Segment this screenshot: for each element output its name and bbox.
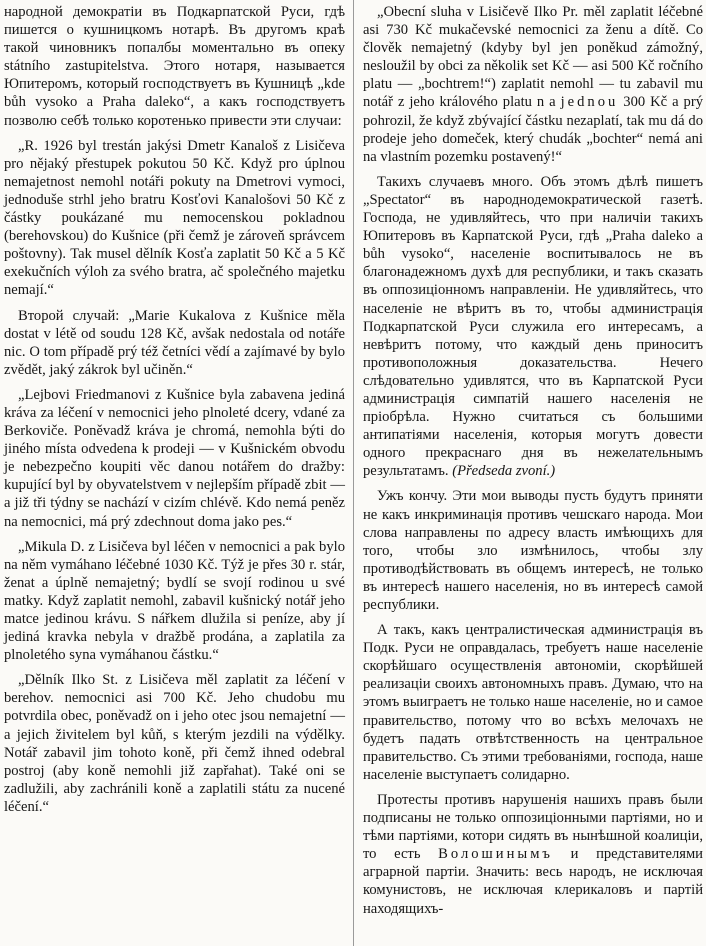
right-text-column: [363, 3, 703, 918]
text-run: „Lejbovi Friedmanovi z Kušnice byla zabavena jediná kráva za léčení v nemocnici jeho plnoleté dcery, vdané za Berkoviče. Poněvadž kráva je chromá, nemohla býti do jiného místa odvedena k prodeji — v Kušnickém obvodu je nebezpečno koupiti věc danou notářem do dražby: kupující byl by obyvatelstvem v nejlepším případě zbit — a již tři týdny se nachází v cizím chlévě. Kdo nemá peněz na nemocnici, má prý zdechnout doma jako pes.“: [4, 386, 345, 530]
text-run: Ужъ кончу. Эти мои выводы пусть будутъ приняти не какъ инкриминація противъ чешскаго народа. Мои слова направлены по адресу власть имѣющихъ для того, чтобы зло измѣнилось, чтобы злу противодѣйствовать въ общемъ интересѣ, не только въ интересѣ нашего населенія, но въ интересѣ самой республики.: [363, 488, 703, 613]
text-run: „Dělník Ilko St. z Lisičeva měl zaplatit za léčení v berehov. nemocnici asi 700 Kč. Jeho chudobu mu potvrdila obec, poněvadž on i jeho otec jsou nemajetní — a jejich živitelem byl kůň, s kterým jezdili na výdělky. Notář zabavil jim tohoto koně, při čemž ihned odebral postroj (aby koně nemohli již zapřahat). Také oni se zadlužili, aby zachránili koně a zaplatili státu za nucené léčení.“: [4, 672, 345, 815]
text-run: Протесты противъ нарушенія нашихъ правъ были подписаны не только оппозиціонными партіями, но и тѣми партіями, котори сидять въ нынѣшной коалиціи, то есть: [363, 791, 703, 863]
text-run: и представителями аграрной партіи. Значить: весь народъ, не исключая комунистовъ, не исключая клерикаловъ и партій находящихъ-: [363, 846, 703, 917]
paragraph: [363, 791, 703, 918]
paragraph: [4, 538, 345, 665]
text-run: 300 Kč a prý pohrozil, že když zbývající částku nezaplatí, tak mu dá do prodeje jeho domeček, který chudák „bochter“ nemá ani na vlastním pozemku postavený!“: [363, 94, 703, 165]
paragraph: [4, 386, 345, 531]
paragraph: [4, 307, 345, 379]
paragraph: [4, 137, 345, 300]
column-divider: [353, 0, 354, 946]
paragraph: [363, 487, 703, 614]
paragraph: [363, 621, 703, 784]
text-run: А такъ, какъ централистическая администрація въ Подк. Руси не оправдалась, требуетъ наше населеніе скорѣйшаго осуществленія автономіи, скорѣйшей реализаціи своихъ автономныхъ правъ. Думаю, что на этомъ выиграетъ не только наше населеніе, но и самое правительство, потому что во всѣхъ мелочахъ не будетъ падать отвѣтственность на центральное правительство. Съ этими требованіями, господа, наше населеніе выступаетъ солидарно.: [363, 622, 703, 783]
text-run: „R. 1926 byl trestán jakýsi Dmetr Kanaloš z Lisičeva pro nějaký přestupek pokutou 50 Kč. Když pro úplnou nemajetnost nemohl notáři pokuty na Dmetrovi vymoci, jednoduše strhl jeho bratru Kosťovi Kanalošovi 50 Kč z částky poukázané mu nemocenskou pokladnou (berehovskou) do Kušnice (při čemž je zároveň správcem poštovny). Tak musel dělník Kosťa zaplatit 50 Kč a 5 Kč exekučních výloh za svého bratra, ač společného majetku nemají.“: [4, 137, 345, 299]
italic-remark: (Předseda zvoní.): [452, 463, 556, 480]
text-run: „Obecní sluha v Lisičevě Ilko Pr. měl zaplatit léčebné asi 730 Kč mukačevské nemocnici za ženu a dítě. Co člověk nemajetný (kdyby byl jen poněkud zámožný, nesloužil by obci za několik set Kč — asi 500 Kč ročního platu — „bochtrem!“) zaplatit nemohl — tu zabavil mu notář z jeho králového platu n a: [363, 4, 703, 111]
paragraph: [363, 173, 703, 481]
left-text-column: [4, 3, 345, 816]
spaced-emphasis-text: jednou: [560, 94, 619, 111]
paragraph: [4, 3, 345, 130]
paragraph: [4, 671, 345, 816]
text-run: Второй случай: „Marie Kukalova z Kušnice měla dostat v létě od soudu 128 Kč, avšak nedostala od notáře nic. O tom případě prý též četníci vědí a zajímavé by bylo zvědět, jaký zákrok byl učiněn.“: [4, 307, 345, 378]
paragraph: [363, 3, 703, 166]
text-run: „Mikula D. z Lisičeva byl léčen v nemocnici a pak bylo na něm vymáhano léčebné 1030 Kč. Týž je přes 30 r. stár, ženat a úplně nemajetný; bydlí se svojí rodinou u své matky. Když zaplatit nemohl, zabavil kušnický notář jeho matce jedinou krávu. S nářkem dlužila si peníze, aby jí jediná kravka nebyla v dražbě prodána, a zaplatila za plnoletého syna vymáhanou částku.“: [4, 538, 345, 664]
text-run: Такихъ случаевъ много. Объ этомъ дѣлѣ пишетъ „Spectator“ въ народнодемократической газетѣ. Господа, не удивляйтесь, что при наличіи такихъ Юпитеровъ въ Карпатской Руси, гдѣ „Praha daleko a bůh vysoko“, населеніе воспитывалось не въ благонадежномъ духѣ для республики, и такъ сказать въ оппозиціонномъ направленіи. Не удивляйтесь, что населеніе не вѣритъ въ то, чтобы администрація Подкарпатской Руси служила его интересамъ, а невѣритъ потому, что каждый день приноситъ противоположныя доказательства. Нечего слѣдовательно удивлятся, что въ Карпатской Руси администрація симпатій нашего населенія не пріобрѣла. Нужно считаться съ большими антипатіями населенія, которыя могутъ довести одного прекраснаго дня въ нежелательнымъ результатамъ.: [363, 173, 703, 480]
spaced-emphasis-text: Волошинымъ: [438, 846, 553, 863]
text-run: народной демократіи въ Подкарпатской Руси, гдѣ пишется о кушницкомъ нотарѣ. Въ другомъ краѣ такой чиновникъ попалбы моментально въ опеку státního zastupitelstva. Этого нотаря, называется Юпитеромъ, который господствуетъ въ Кушницѣ „kde bůh vysoko a Praha daleko“, а какъ господствуетъ позволю себѣ только коротенько привести эти случаи:: [4, 4, 345, 129]
